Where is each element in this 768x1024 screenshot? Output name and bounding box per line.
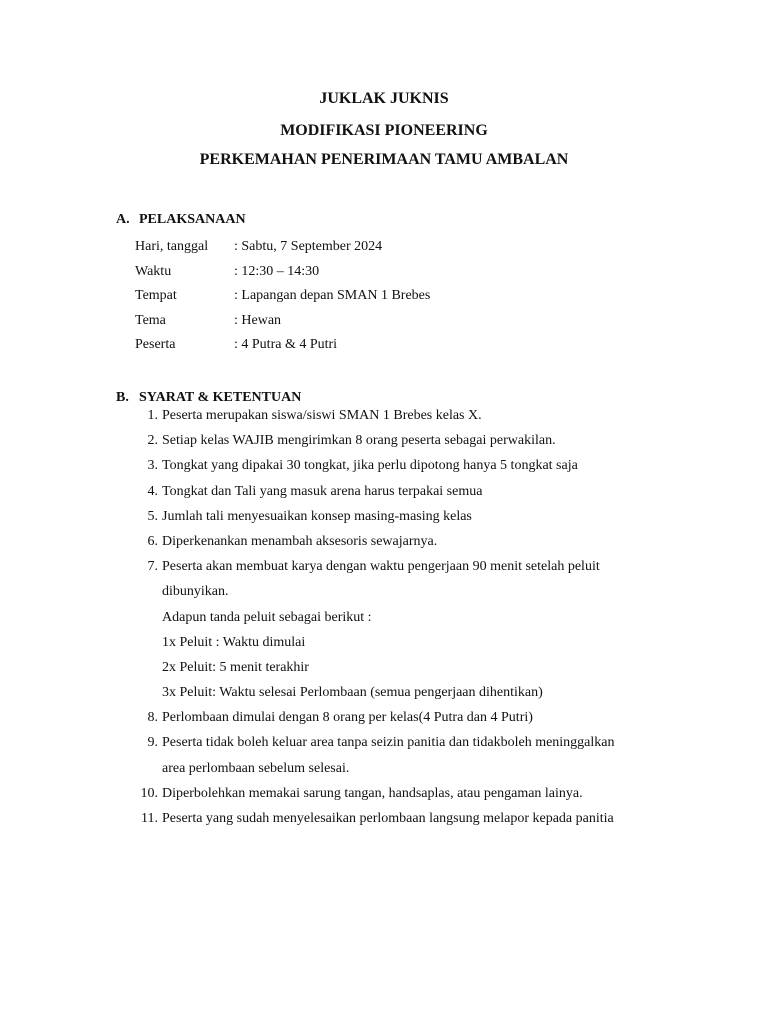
list-item-number: 5. <box>147 508 158 524</box>
list-item <box>136 784 676 809</box>
list-item-number: 10. <box>140 785 158 801</box>
list-item-text: area perlombaan sebelum selesai. <box>162 760 350 776</box>
list-item <box>136 482 676 507</box>
list-item-text: 1x Peluit : Waktu dimulai <box>162 634 306 650</box>
list-item-continuation <box>136 658 676 683</box>
list-item-text: 3x Peluit: Waktu selesai Perlombaan (semua pengerjaan dihentikan) <box>162 685 543 701</box>
list-item-text: Adapun tanda peluit sebagai berikut : <box>162 609 372 625</box>
list-item-continuation <box>136 759 676 784</box>
schedule-info-table <box>135 237 430 360</box>
list-item-text: Peserta merupakan siswa/siswi SMAN 1 Brebes kelas X. <box>162 408 482 423</box>
list-item-number: 11. <box>141 811 158 826</box>
list-item-continuation <box>136 582 676 607</box>
list-item-text: dibunyikan. <box>162 584 229 600</box>
list-item-text: 2x Peluit: 5 menit terakhir <box>162 659 309 675</box>
list-item <box>136 733 676 758</box>
info-label: Waktu <box>135 263 172 279</box>
section-a-heading <box>116 211 246 229</box>
list-item-text: Tongkat dan Tali yang masuk arena harus terpakai semua <box>162 483 483 499</box>
list-item-text: Peserta tidak boleh keluar area tanpa seizin panitia dan tidakboleh meninggalkan <box>162 735 615 751</box>
document-title: JUKLAK JUKNIS <box>319 90 449 107</box>
list-item-text: Diperbolehkan memakai sarung tangan, handsaplas, atau pengaman lainya. <box>162 785 583 801</box>
list-item-number: 6. <box>147 533 158 549</box>
info-label: Tema <box>135 312 166 328</box>
list-item <box>136 708 676 733</box>
list-item-text: Setiap kelas WAJIB mengirimkan 8 orang peserta sebagai perwakilan. <box>162 433 556 449</box>
section-a-title: PELAKSANAAN <box>139 212 246 227</box>
list-item-continuation <box>136 608 676 633</box>
section-b-heading <box>116 389 301 407</box>
list-item-continuation <box>136 633 676 658</box>
list-item <box>136 809 676 834</box>
info-value: : 12:30 – 14:30 <box>234 263 320 279</box>
info-row-place <box>135 286 430 311</box>
document-event-title: PERKEMAHAN PENERIMAAN TAMU AMBALAN <box>199 151 569 168</box>
list-item-text: Perlombaan dimulai dengan 8 orang per kelas(4 Putra dan 4 Putri) <box>162 710 533 726</box>
list-item <box>136 532 676 557</box>
list-item <box>136 456 676 481</box>
info-row-theme <box>135 311 430 336</box>
info-value: : Hewan <box>234 312 282 328</box>
list-item-text: Jumlah tali menyesuaikan konsep masing-masing kelas <box>162 508 472 524</box>
list-item <box>136 406 676 431</box>
info-row-participants <box>135 335 430 360</box>
list-item <box>136 431 676 456</box>
section-b-title: SYARAT & KETENTUAN <box>139 390 302 405</box>
info-label: Peserta <box>135 337 176 353</box>
info-label: Hari, tanggal <box>135 239 209 254</box>
list-item-number: 8. <box>147 710 158 726</box>
section-a-letter: A. <box>116 212 130 227</box>
list-item-number: 9. <box>147 735 158 751</box>
info-value: : 4 Putra & 4 Putri <box>234 337 338 353</box>
info-value: : Sabtu, 7 September 2024 <box>234 239 383 254</box>
list-item-number: 3. <box>147 458 158 474</box>
info-label: Tempat <box>135 288 177 304</box>
info-row-time <box>135 262 430 287</box>
info-value: : Lapangan depan SMAN 1 Brebes <box>234 288 431 304</box>
list-item-text: Diperkenankan menambah aksesoris sewajarnya. <box>162 533 438 549</box>
list-item-number: 4. <box>147 483 158 499</box>
list-item-continuation <box>136 683 676 708</box>
list-item-text: Tongkat yang dipakai 30 tongkat, jika perlu dipotong hanya 5 tongkat saja <box>162 458 578 474</box>
list-item-number: 2. <box>147 433 158 449</box>
info-row-date <box>135 237 430 262</box>
list-item-text: Peserta yang sudah menyelesaikan perlombaan langsung melapor kepada panitia <box>162 811 614 826</box>
section-b-letter: B. <box>116 390 129 405</box>
list-item-number: 7. <box>147 559 158 575</box>
document-subtitle: MODIFIKASI PIONEERING <box>280 122 488 139</box>
list-item-text: Peserta akan membuat karya dengan waktu pengerjaan 90 menit setelah peluit <box>162 559 600 575</box>
rules-list <box>136 406 676 834</box>
list-item <box>136 557 676 582</box>
list-item-number: 1. <box>147 408 158 423</box>
list-item <box>136 507 676 532</box>
